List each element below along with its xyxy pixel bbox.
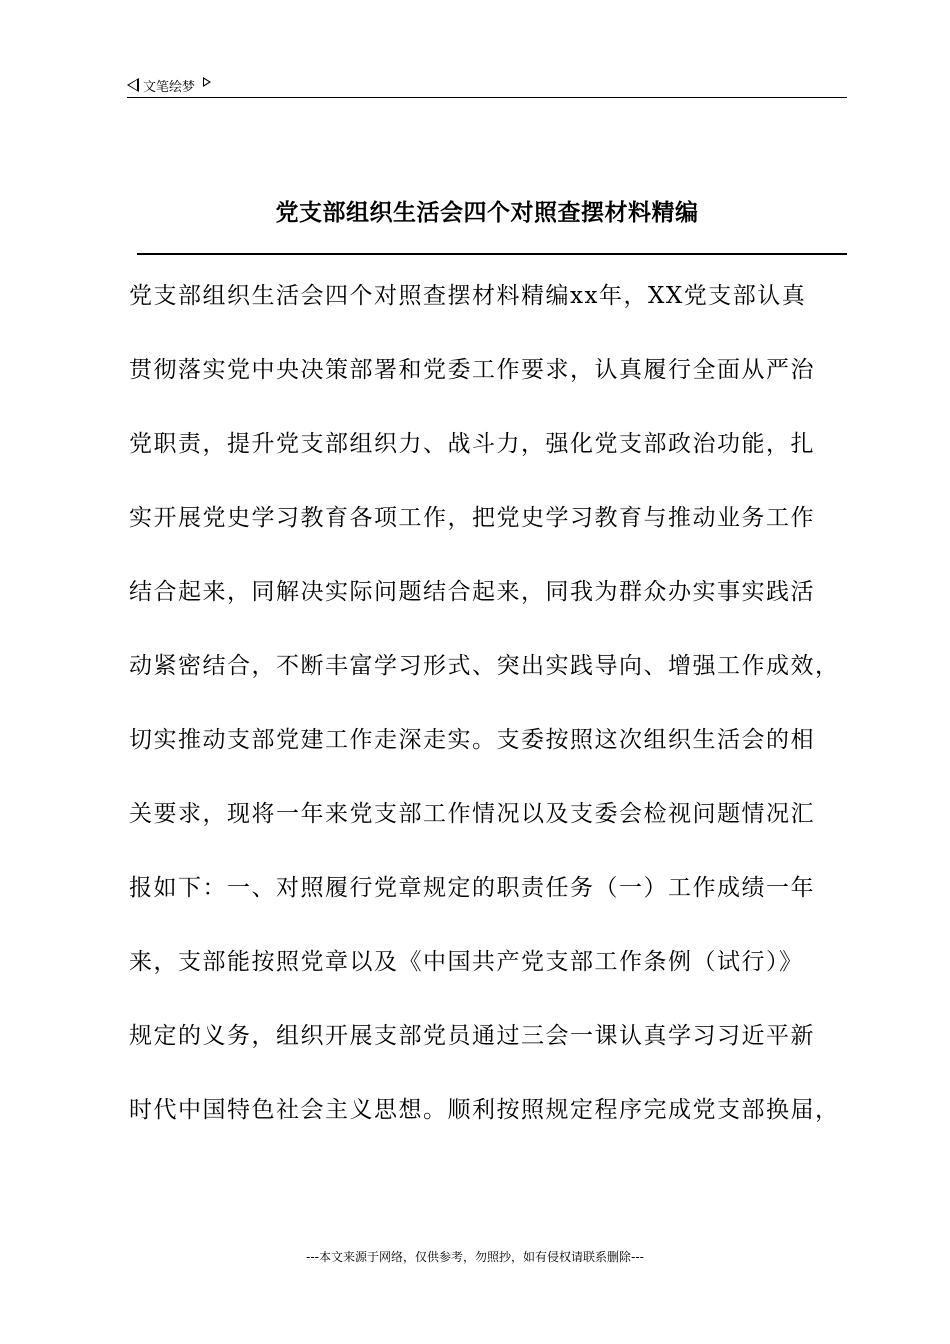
footer-disclaimer: ---本文来源于网络，仅供参考，勿照抄，如有侵权请联系删除--- xyxy=(306,1250,644,1264)
triangle-left-icon xyxy=(127,78,139,92)
body-line: 来，支部能按照党章以及《中国共产党支部工作条例（试行）》 xyxy=(129,949,804,975)
body-line: 报如下：一、对照履行党章规定的职责任务（一）工作成绩一年 xyxy=(129,875,815,901)
body-line: 切实推动支部党建工作走深走实。支委按照这次组织生活会的相 xyxy=(129,727,815,753)
body-line: 规定的义务，组织开展支部党员通过三会一课认真学习习近平新 xyxy=(129,1023,815,1049)
triangle-right-icon xyxy=(203,77,211,87)
header-divider xyxy=(127,97,847,98)
document-title: 党支部组织生活会四个对照查摆材料精编 xyxy=(275,199,699,226)
page-header xyxy=(127,74,211,96)
body-line: 动紧密结合，不断丰富学习形式、突出实践导向、增强工作成效， xyxy=(129,653,840,679)
header-label: 文笔绘梦 xyxy=(143,79,196,95)
document-body xyxy=(129,272,855,1160)
body-line: 关要求，现将一年来党支部工作情况以及支委会检视问题情况汇 xyxy=(129,801,815,827)
body-line: 实开展党史学习教育各项工作，把党史学习教育与推动业务工作 xyxy=(129,505,815,531)
body-line: 结合起来，同解决实际问题结合起来，同我为群众办实事实践活 xyxy=(129,579,815,605)
body-line: 贯彻落实党中央决策部署和党委工作要求，认真履行全面从严治 xyxy=(129,357,815,383)
body-line: 党职责，提升党支部组织力、战斗力，强化党支部政治功能，扎 xyxy=(129,431,815,457)
title-divider xyxy=(137,253,847,255)
body-line: 党支部组织生活会四个对照查摆材料精编xx年，XX党支部认真 xyxy=(129,283,807,309)
body-line: 时代中国特色社会主义思想。顺利按照规定程序完成党支部换届， xyxy=(129,1097,840,1123)
